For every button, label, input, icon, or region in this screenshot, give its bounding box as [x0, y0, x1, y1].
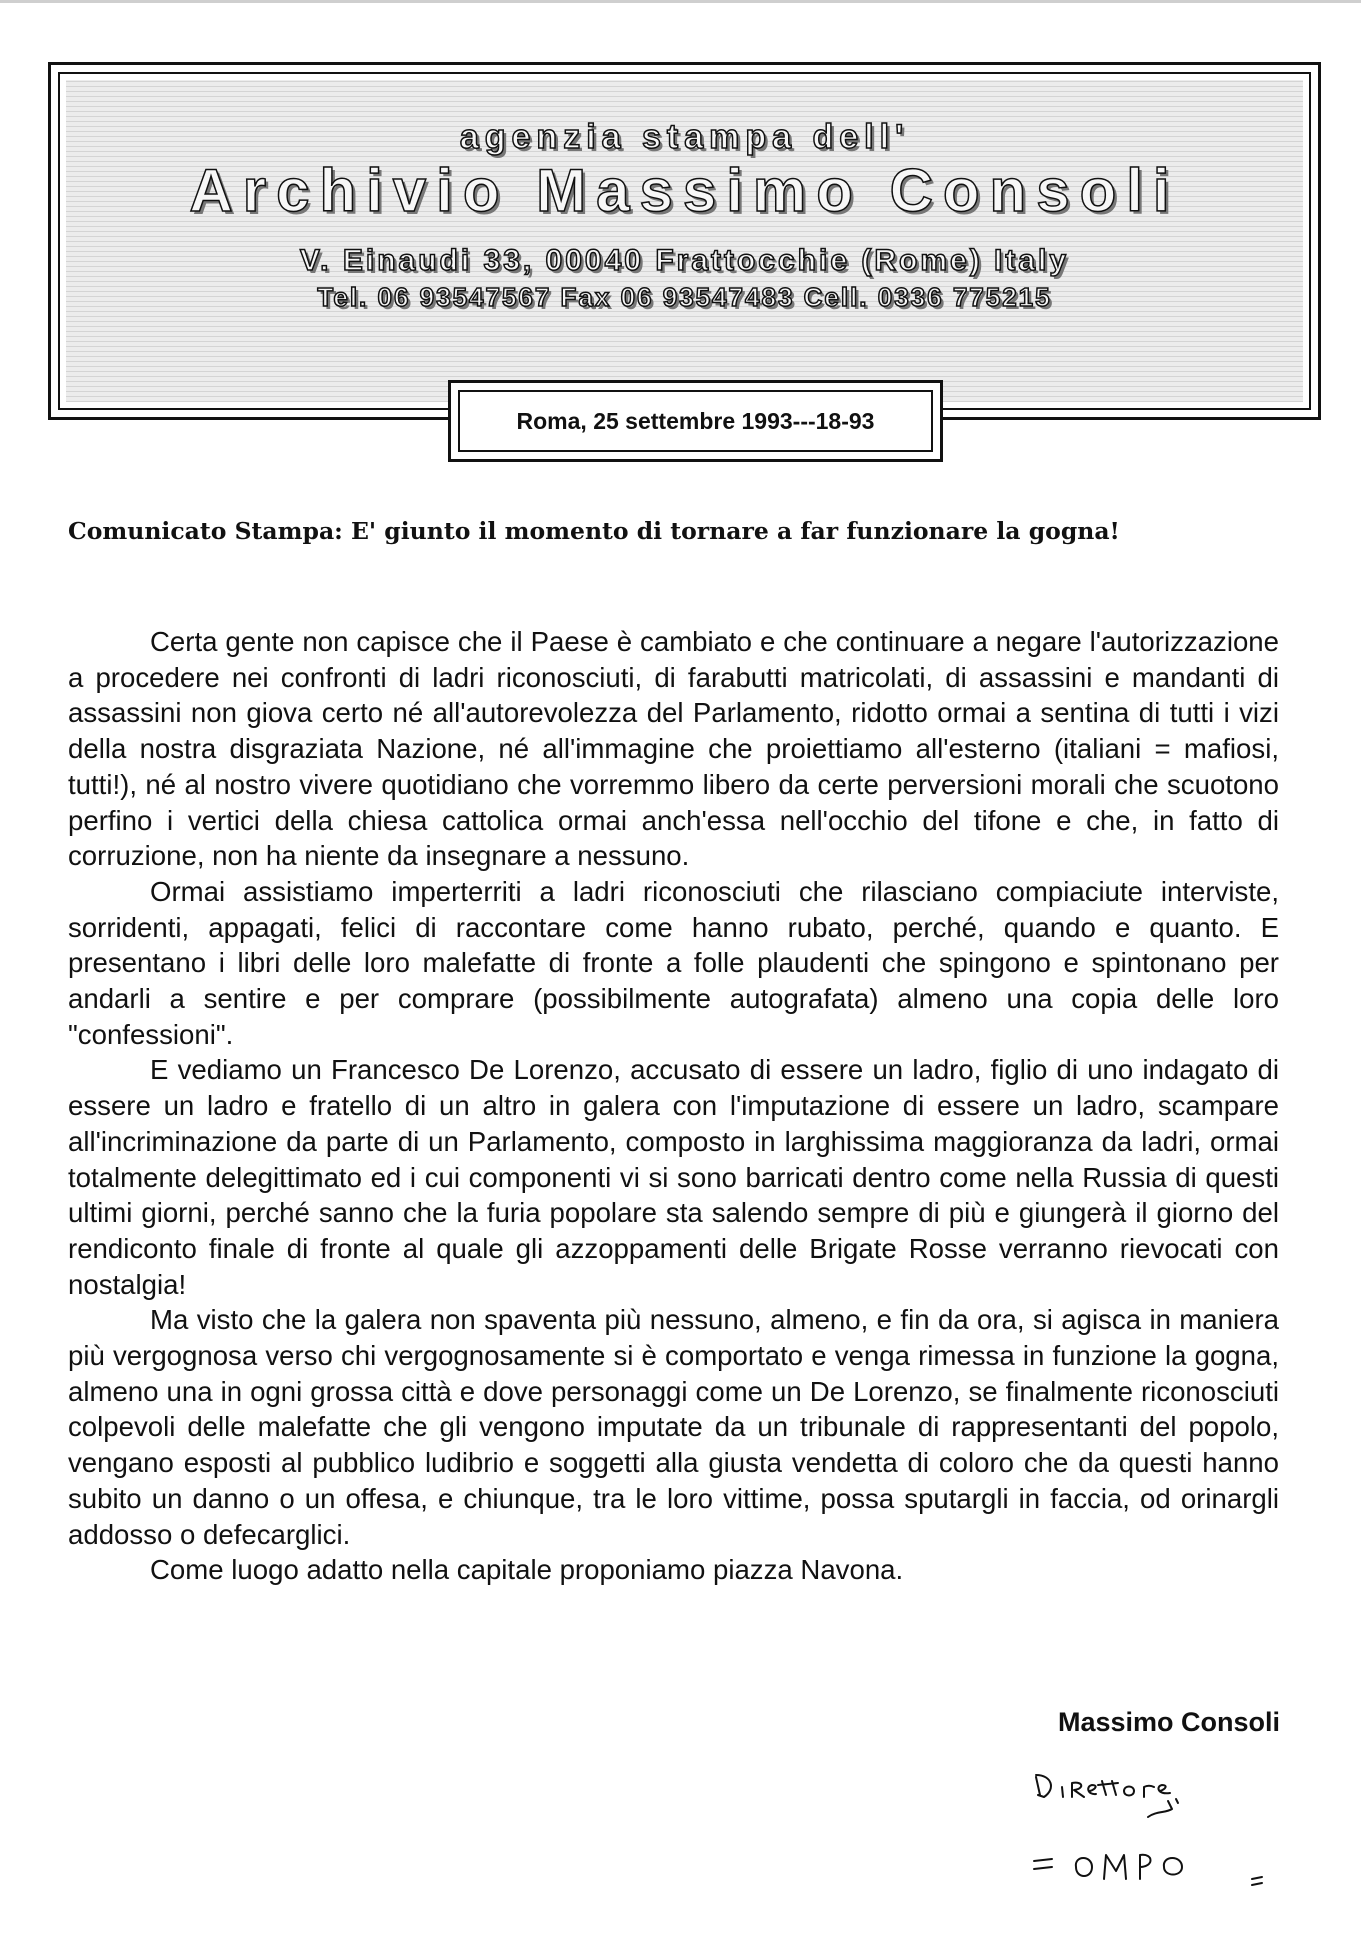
- letterhead-contacts: Tel. 06 93547567 Fax 06 93547483 Cell. 0336 775215: [317, 282, 1052, 312]
- paragraph-2: Ormai assistiamo imperterriti a ladri riconosciuti che rilasciano compiaciute interviste, sorridenti, appagati, felici di raccontare come hanno rubato, perché, quando e quanto. E presentano i libri delle loro malefatte di fronte a folle plaudenti che spingono e spintonano per andarli a sentire e per comprare (possibilmente autografata) almeno una copia delle loro "confessioni".: [68, 875, 1279, 1050]
- letterhead-address: V. Einaudi 33, 00040 Frattocchie (Rome) Italy: [299, 244, 1070, 277]
- letterhead-archive-name: Archivio Massimo Consoli: [189, 157, 1180, 224]
- press-release-subject: Comunicato Stampa: E' giunto il momento di tornare a far funzionare la gogna!: [68, 517, 1120, 545]
- letterhead-agency-line: agenzia stampa dell': [459, 118, 910, 156]
- signature-name: Massimo Consoli: [1057, 1707, 1280, 1737]
- paragraph-3: E vediamo un Francesco De Lorenzo, accusato di essere un ladro, figlio di uno indagato di essere un ladro e fratello di un altro in galera con l'imputazione di essere un ladro, scampare all'incriminazione da parte di un Parlamento, composto in larghissima maggioranza da ladri, ormai totalmente delegittimato ed i cui componenti vi si sono barricati dentro come nella Russia di questi ultimi giorni, perché sanno che la furia popolare sta salendo sempre di più e giungerà il giorno del rendiconto finale di fronte al quale gli azzoppamenti delle Brigate Rosse verranno rievocati con nostalgia!: [68, 1054, 1279, 1300]
- paragraph-5: Come luogo adatto nella capitale proponiamo piazza Navona.: [150, 1554, 904, 1586]
- paragraph-1: Certa gente non capisce che il Paese è cambiato e che continuare a negare l'autorizzazione a procedere nei confronti di ladri riconosciuti, di farabutti matricolati, di assassini e mandanti di assassini non giova certo né all'autorevolezza del Parlamento, ridotto ormai a sentina di tutti i vizi della nostra disgraziata Nazione, né all'immagine che proiettiamo all'esterno (italiani = mafiosi, tutti!), né al nostro vivere quotidiano che vorremmo libero da certe perversioni morali che scuotono perfino i vertici della chiesa cattolica ormai anch'essa nell'occhio del tifone e che, in fatto di corruzione, non ha niente da insegnare a nessuno.: [68, 626, 1279, 872]
- scan-top-edge: [0, 0, 1361, 3]
- paragraph-4: Ma visto che la galera non spaventa più nessuno, almeno, e fin da ora, si agisca in maniera più vergognosa verso chi vergognosamente si è comportato e venga rimessa in funzione la gogna, almeno una in ogni grossa città e dove personaggi come un De Lorenzo, se finalmente riconosciuti colpevoli delle malefatte che gli vengono imputate da un tribunale di rappresentanti del popolo, vengano esposti al pubblico ludibrio e soggetti alla giusta vendetta di coloro che da questi hanno subito un danno o un offesa, e chiunque, tra le loro vittime, possa sputargli in faccia, od orinargli addosso o defecarglici.: [68, 1304, 1279, 1550]
- handwritten-signature: [1000, 1755, 1300, 1925]
- press-release-body: [68, 624, 1279, 1588]
- date-reference: Roma, 25 settembre 1993---18-93: [458, 390, 933, 452]
